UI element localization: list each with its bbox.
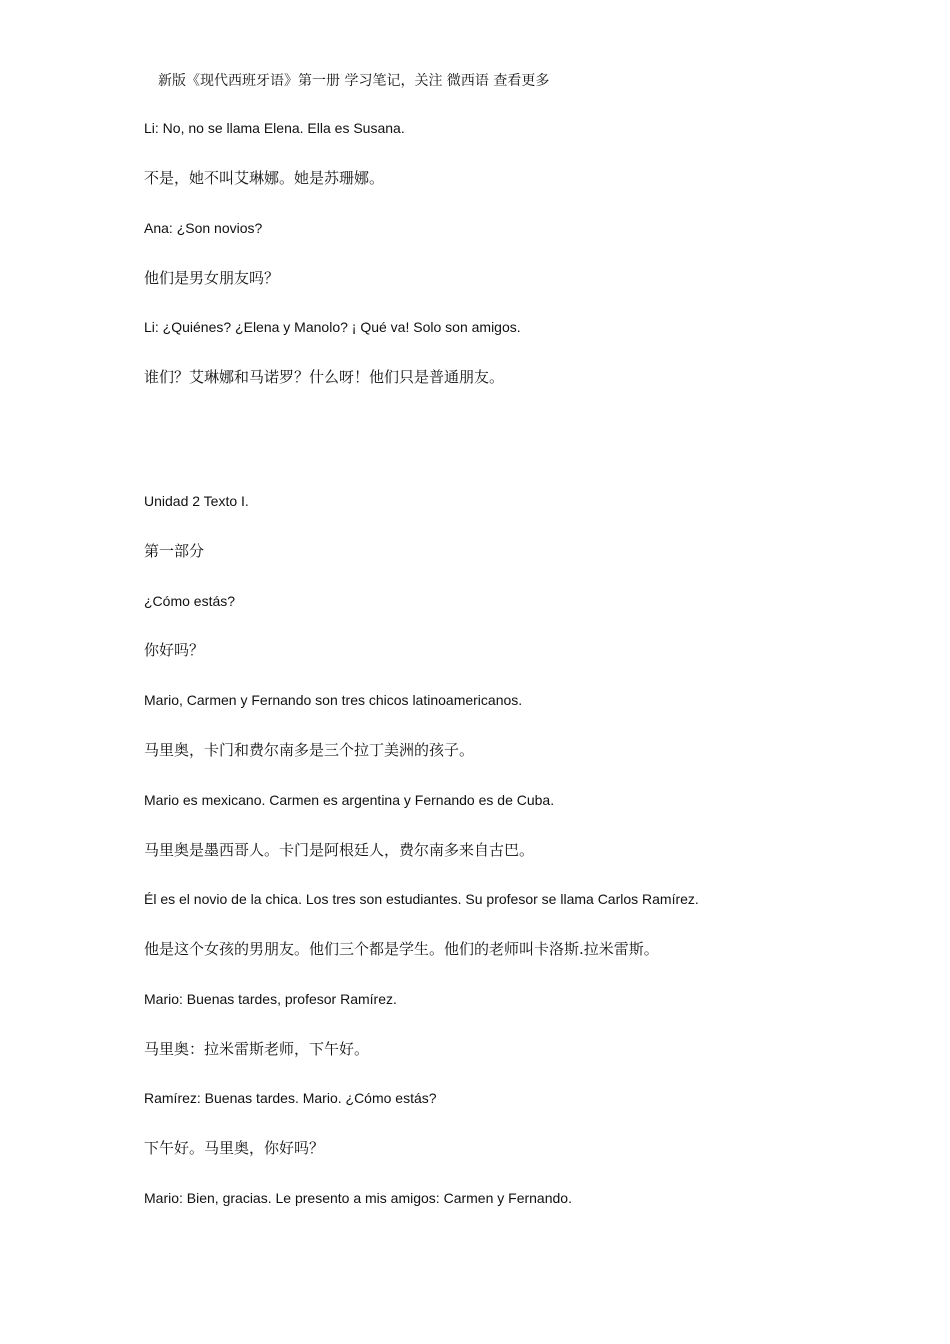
text-line-zh-7: 马里奥：拉米雷斯老师，下午好。 <box>144 1040 370 1058</box>
text-line-mario-1: Mario: Buenas tardes, profesor Ramírez. <box>144 991 397 1007</box>
text-line-zh-8: 下午好。马里奥，你好吗？ <box>144 1139 325 1157</box>
text-line-es-2: Mario es mexicano. Carmen es argentina y Fernando es de Cuba. <box>144 792 555 808</box>
text-line-zh-2: 他们是男女朋友吗？ <box>144 269 280 287</box>
text-line-zh-6: 他是这个女孩的男朋友。他们三个都是学生。他们的老师叫卡洛斯.拉米雷斯。 <box>144 940 659 958</box>
lesson-title: ¿Cómo estás? <box>144 593 236 609</box>
text-line-zh-3: 谁们？艾琳娜和马诺罗？什么呀！他们只是普通朋友。 <box>144 368 505 386</box>
page-header: 新版《现代西班牙语》第一册 学习笔记，关注 微西语 查看更多 <box>158 73 550 89</box>
text-line-ana-1: Ana: ¿Son novios? <box>144 220 263 236</box>
text-line-es-3: Él es el novio de la chica. Los tres son estudiantes. Su profesor se llama Carlos Ramírez. <box>144 891 699 907</box>
text-line-li-2: Li: ¿Quiénes? ¿Elena y Manolo? ¡ Qué va! Solo son amigos. <box>144 319 521 335</box>
section-title: Unidad 2 Texto I. <box>144 493 249 509</box>
text-line-ramirez-1: Ramírez: Buenas tardes. Mario. ¿Cómo estás? <box>144 1090 437 1106</box>
text-line-mario-2: Mario: Bien, gracias. Le presento a mis amigos: Carmen y Fernando. <box>144 1190 572 1206</box>
text-line-es-1: Mario, Carmen y Fernando son tres chicos latinoamericanos. <box>144 692 523 708</box>
text-line-li-1: Li: No, no se llama Elena. Ella es Susana. <box>144 120 405 136</box>
text-line-zh-5: 马里奥是墨西哥人。卡门是阿根廷人，费尔南多来自古巴。 <box>144 841 535 859</box>
text-line-zh-4: 马里奥，卡门和费尔南多是三个拉丁美洲的孩子。 <box>144 741 475 759</box>
text-line-zh-1: 不是，她不叫艾琳娜。她是苏珊娜。 <box>144 169 385 187</box>
section-subtitle: 第一部分 <box>144 542 205 560</box>
lesson-title-zh: 你好吗？ <box>144 641 205 659</box>
